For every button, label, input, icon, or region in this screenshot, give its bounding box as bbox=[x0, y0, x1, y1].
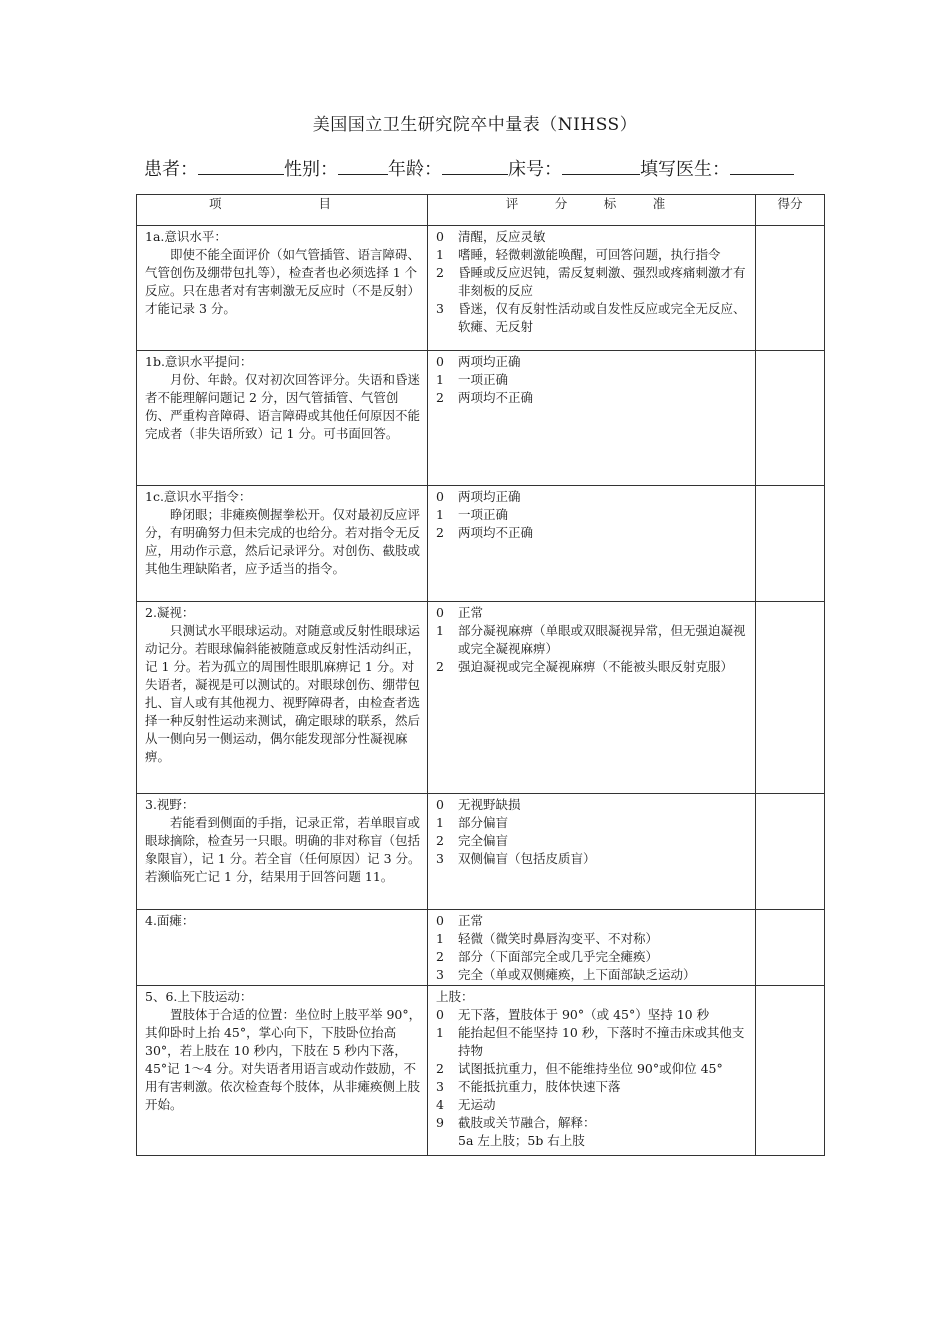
option-number: 1 bbox=[436, 507, 444, 522]
criteria-cell bbox=[428, 351, 756, 486]
option-text: 轻微（微笑时鼻唇沟变平、不对称） bbox=[458, 931, 659, 946]
option-number: 1 bbox=[436, 372, 444, 387]
item-title: 3.视野： bbox=[145, 797, 195, 812]
option-row bbox=[428, 371, 755, 389]
option-text: 两项均不正确 bbox=[458, 390, 534, 405]
option-row bbox=[428, 966, 755, 984]
page-title: 美国国立卫生研究院卒中量表（NIHSS） bbox=[312, 115, 638, 135]
option-row bbox=[428, 1096, 755, 1114]
score-cell[interactable] bbox=[756, 602, 825, 794]
option-text: 无下落，置肢体于 90°（或 45°）坚持 10 秒 bbox=[458, 1007, 710, 1022]
option-number: 2 bbox=[436, 265, 444, 280]
option-text: 强迫凝视或完全凝视麻痹（不能被头眼反射克服） bbox=[458, 659, 734, 674]
option-row bbox=[428, 1114, 755, 1132]
gender-label: 性别： bbox=[284, 159, 338, 180]
patient-label: 患者： bbox=[144, 159, 198, 180]
option-number: 2 bbox=[436, 659, 444, 674]
option-row bbox=[428, 246, 755, 264]
option-text: 两项均不正确 bbox=[458, 525, 534, 540]
score-cell[interactable] bbox=[756, 910, 825, 986]
criteria-heading-text: 上肢： bbox=[436, 989, 474, 1004]
nihss-table bbox=[136, 194, 825, 1156]
item-cell bbox=[137, 351, 428, 486]
item-title: 1c.意识水平指令： bbox=[145, 489, 252, 504]
option-text: 一项正确 bbox=[458, 507, 509, 522]
option-number: 3 bbox=[436, 1079, 444, 1094]
option-number: 9 bbox=[436, 1115, 444, 1130]
option-text: 两项均正确 bbox=[458, 354, 521, 369]
option-number: 0 bbox=[436, 1007, 444, 1022]
table-row bbox=[137, 486, 825, 602]
option-number: 1 bbox=[436, 1025, 444, 1040]
age-label: 年龄： bbox=[388, 159, 442, 180]
option-number: 1 bbox=[436, 247, 444, 262]
option-text: 两项均正确 bbox=[458, 489, 521, 504]
header-item: 项 目 bbox=[137, 195, 428, 226]
item-cell bbox=[137, 986, 428, 1156]
option-number: 1 bbox=[436, 815, 444, 830]
criteria-cell bbox=[428, 794, 756, 910]
option-row bbox=[428, 912, 755, 930]
option-number: 1 bbox=[436, 931, 444, 946]
option-number: 3 bbox=[436, 967, 444, 982]
item-title: 4.面瘫： bbox=[145, 913, 195, 928]
option-row bbox=[428, 814, 755, 832]
criteria-heading bbox=[428, 988, 755, 1006]
option-number: 2 bbox=[436, 833, 444, 848]
option-row bbox=[428, 264, 755, 300]
bed-label: 床号： bbox=[508, 159, 562, 180]
doctor-label: 填写医生： bbox=[640, 159, 730, 180]
option-text: 清醒，反应灵敏 bbox=[458, 229, 546, 244]
option-text: 能抬起但不能坚持 10 秒，下落时不撞击床或其他支持物 bbox=[458, 1025, 745, 1058]
option-row bbox=[428, 1078, 755, 1096]
option-row bbox=[428, 930, 755, 948]
table-row bbox=[137, 986, 825, 1156]
option-text: 部分凝视麻痹（单眼或双眼凝视异常，但无强迫凝视或完全凝视麻痹） bbox=[458, 623, 746, 656]
table-row bbox=[137, 910, 825, 986]
option-row bbox=[428, 658, 755, 676]
option-number: 3 bbox=[436, 851, 444, 866]
score-cell[interactable] bbox=[756, 351, 825, 486]
item-description: 睁闭眼；非瘫痪侧握拳松开。仅对最初反应评分，有明确努力但未完成的也给分。若对指令无反应，用动作示意，然后记录评分。对创伤、截肢或其他生理缺陷者，应予适当的指令。 bbox=[145, 507, 421, 576]
option-text: 昏迷，仅有反射性活动或自发性反应或完全无反应、软瘫、无反射 bbox=[458, 301, 746, 334]
option-row bbox=[428, 604, 755, 622]
criteria-cell bbox=[428, 986, 756, 1156]
option-row bbox=[428, 506, 755, 524]
option-number: 3 bbox=[436, 301, 444, 316]
option-text: 完全偏盲 bbox=[458, 833, 509, 848]
criteria-cell bbox=[428, 602, 756, 794]
score-cell[interactable] bbox=[756, 986, 825, 1156]
option-number: 0 bbox=[436, 354, 444, 369]
item-description: 即使不能全面评价（如气管插管、语言障碍、气管创伤及绷带包扎等），检查者也必须选择 1 个反应。只在患者对有害刺激无反应时（不是反射）才能记录 3 分。 bbox=[145, 247, 421, 316]
option-number: 0 bbox=[436, 489, 444, 504]
criteria-cell bbox=[428, 910, 756, 986]
header-score: 得分 bbox=[756, 195, 825, 226]
table-row bbox=[137, 602, 825, 794]
option-number: 1 bbox=[436, 623, 444, 638]
option-row bbox=[428, 488, 755, 506]
age-blank[interactable] bbox=[442, 158, 508, 175]
item-cell bbox=[137, 910, 428, 986]
option-row bbox=[428, 1006, 755, 1024]
bed-blank[interactable] bbox=[562, 158, 640, 175]
option-row bbox=[428, 1024, 755, 1060]
limb-footnote: 5a 左上肢；5b 右上肢 bbox=[458, 1133, 585, 1148]
criteria-cell bbox=[428, 226, 756, 351]
score-cell[interactable] bbox=[756, 226, 825, 351]
item-cell bbox=[137, 602, 428, 794]
option-number: 0 bbox=[436, 605, 444, 620]
option-row bbox=[428, 948, 755, 966]
option-text: 双侧偏盲（包括皮质盲） bbox=[458, 851, 596, 866]
option-number: 0 bbox=[436, 913, 444, 928]
gender-blank[interactable] bbox=[338, 158, 388, 175]
option-text: 昏睡或反应迟钝，需反复刺激、强烈或疼痛刺激才有非刻板的反应 bbox=[458, 265, 746, 298]
option-text: 无运动 bbox=[458, 1097, 496, 1112]
item-description: 月份、年龄。仅对初次回答评分。失语和昏迷者不能理解问题记 2 分，因气管插管、气管创伤、严重构音障碍、语言障碍或其他任何原因不能完成者（非失语所致）记 1 分。可书面回答。 bbox=[145, 372, 421, 441]
option-number: 4 bbox=[436, 1097, 444, 1112]
option-text: 正常 bbox=[458, 605, 484, 620]
item-title: 2.凝视： bbox=[145, 605, 195, 620]
item-title: 5、6.上下肢运动： bbox=[145, 989, 253, 1004]
option-text: 完全（单或双侧瘫痪，上下面部缺乏运动） bbox=[458, 967, 696, 982]
option-row bbox=[428, 524, 755, 542]
option-text: 试图抵抗重力，但不能维持坐位 90°或仰位 45° bbox=[458, 1061, 723, 1076]
option-text: 正常 bbox=[458, 913, 484, 928]
table-row bbox=[137, 794, 825, 910]
item-cell bbox=[137, 226, 428, 351]
item-title: 1a.意识水平： bbox=[145, 229, 227, 244]
criteria-cell bbox=[428, 486, 756, 602]
item-description: 置肢体于合适的位置：坐位时上肢平举 90°，其仰卧时上抬 45°，掌心向下，下肢卧位抬高 30°，若上肢在 10 秒内，下肢在 5 秒内下落，45°记 1～4 分。对失语者用语言或动作鼓励，不用有害刺激。依次检查每个肢体，从非瘫痪侧上肢开始。 bbox=[145, 1007, 422, 1112]
option-text: 无视野缺损 bbox=[458, 797, 521, 812]
option-text: 一项正确 bbox=[458, 372, 509, 387]
item-cell bbox=[137, 486, 428, 602]
option-text: 截肢或关节融合，解释： bbox=[458, 1115, 596, 1130]
option-number: 2 bbox=[436, 949, 444, 964]
patient-blank[interactable] bbox=[198, 158, 284, 175]
option-row bbox=[428, 622, 755, 658]
item-cell bbox=[137, 794, 428, 910]
option-row bbox=[428, 796, 755, 814]
option-text: 不能抵抗重力，肢体快速下落 bbox=[458, 1079, 621, 1094]
option-row bbox=[428, 353, 755, 371]
option-text: 部分（下面部完全或几乎完全瘫痪） bbox=[458, 949, 659, 964]
option-row bbox=[428, 850, 755, 868]
option-number: 0 bbox=[436, 229, 444, 244]
option-row bbox=[428, 228, 755, 246]
option-row bbox=[428, 300, 755, 336]
item-title: 1b.意识水平提问： bbox=[145, 354, 253, 369]
item-description: 只测试水平眼球运动。对随意或反射性眼球运动记分。若眼球偏斜能被随意或反射性活动纠正，记 1 分。若为孤立的周围性眼肌麻痹记 1 分。对失语者，凝视是可以测试的。对眼球创伤、绷带包扎、盲人或有其他视力、视野障碍者，由检查者选择一种反射性运动来测试，确定眼球的联系，然后从一侧向另一侧运动，偶尔能发现部分性凝视麻痹。 bbox=[145, 623, 421, 764]
option-text: 嗜睡，轻微刺激能唤醒，可回答问题，执行指令 bbox=[458, 247, 721, 262]
option-number: 2 bbox=[436, 525, 444, 540]
option-text: 部分偏盲 bbox=[458, 815, 509, 830]
option-row bbox=[428, 1060, 755, 1078]
option-row bbox=[428, 832, 755, 850]
option-number: 2 bbox=[436, 390, 444, 405]
header-criteria: 评 分 标 准 bbox=[428, 195, 756, 226]
score-cell[interactable] bbox=[756, 794, 825, 910]
table-row bbox=[137, 351, 825, 486]
score-cell[interactable] bbox=[756, 486, 825, 602]
doctor-blank[interactable] bbox=[730, 158, 794, 175]
option-row bbox=[428, 389, 755, 407]
item-description: 若能看到侧面的手指，记录正常，若单眼盲或眼球摘除，检查另一只眼。明确的非对称盲（包括象限盲），记 1 分。若全盲（任何原因）记 3 分。若濒临死亡记 1 分，结果用于回答问题 11。 bbox=[145, 815, 421, 884]
option-number: 0 bbox=[436, 797, 444, 812]
table-header-row bbox=[137, 195, 825, 226]
table-row bbox=[137, 226, 825, 351]
option-number: 2 bbox=[436, 1061, 444, 1076]
patient-info-line bbox=[144, 155, 794, 181]
